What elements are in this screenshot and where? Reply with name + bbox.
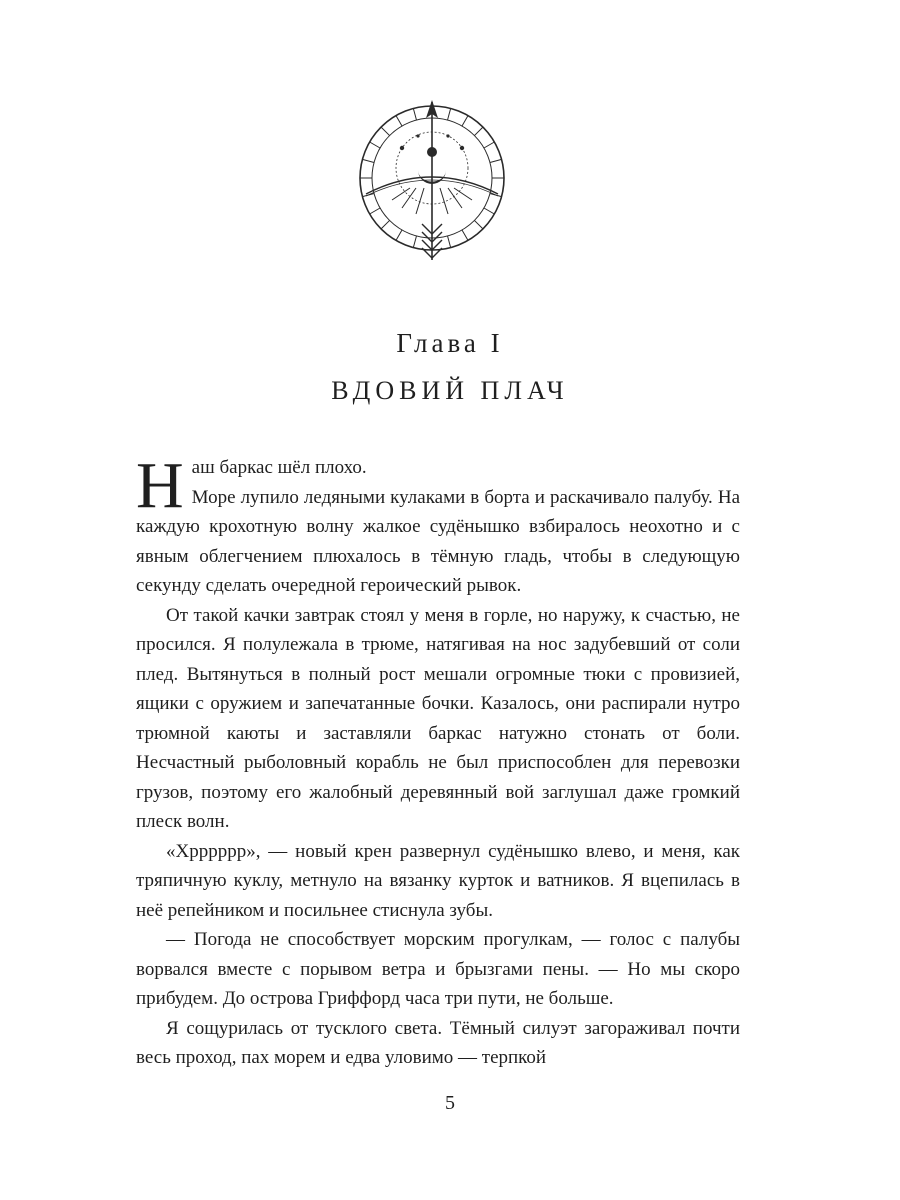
body-text bbox=[136, 449, 740, 1073]
page-number: 5 bbox=[445, 1092, 455, 1114]
chapter-title: ВДОВИЙ ПЛАЧ bbox=[331, 376, 569, 405]
paragraph-1 bbox=[136, 449, 740, 522]
paragraph-3: От такой качки завтрак стоял у меня в горле, но наружу, к счастью, не просился. Я полулежала в трюме, натягивая на нос задубевший от соли плед. Вытянуться в полный рост мешали огромные тюки с провизией, ящики с оружием и запечатанные бочки. Казалось, они распирали нутро трюмной каюты и заставляли баркас натужно стонать от боли. Несчастный рыболовный корабль не был приспособлен для перевозки грузов, поэтому его жалобный деревянный вой заглушал даже громкий плеск волн. bbox=[136, 604, 740, 832]
paragraph-4: «Хрррррр», — новый крен развернул судёнышко влево, и меня, как тряпичную куклу, метнуло на вязанку курток и ватников. Я вцепилась в неё репейником и посильнее стиснула зубы. bbox=[136, 840, 740, 921]
paragraph-6: Я сощурилась от тусклого света. Тёмный силуэт загораживал почти весь проход, пах морем и едва уловимо — терпкой bbox=[136, 1017, 740, 1068]
paragraph-2: Море лупило ледяными кулаками в борта и раскачивало палубу. На каждую крохотную волну жалкое судёнышко взбиралось неохотно и с явным облегчением плюхалось в тёмную гладь, чтобы в следующую секунду сделать очередной героический рывок. bbox=[136, 486, 740, 596]
compass-arrow-moon-icon bbox=[358, 84, 506, 272]
paragraph-5: — Погода не способствует морским прогулкам, — голос с палубы ворвался вместе с порывом ветра и брызгами пены. — Но мы скоро прибудем. До острова Гриффорд часа три пути, не больше. bbox=[136, 929, 740, 1009]
drop-cap: Н bbox=[136, 449, 184, 522]
chapter-label: Глава I bbox=[396, 328, 504, 358]
paragraph-1-text: аш баркас шёл плохо. bbox=[191, 457, 367, 478]
